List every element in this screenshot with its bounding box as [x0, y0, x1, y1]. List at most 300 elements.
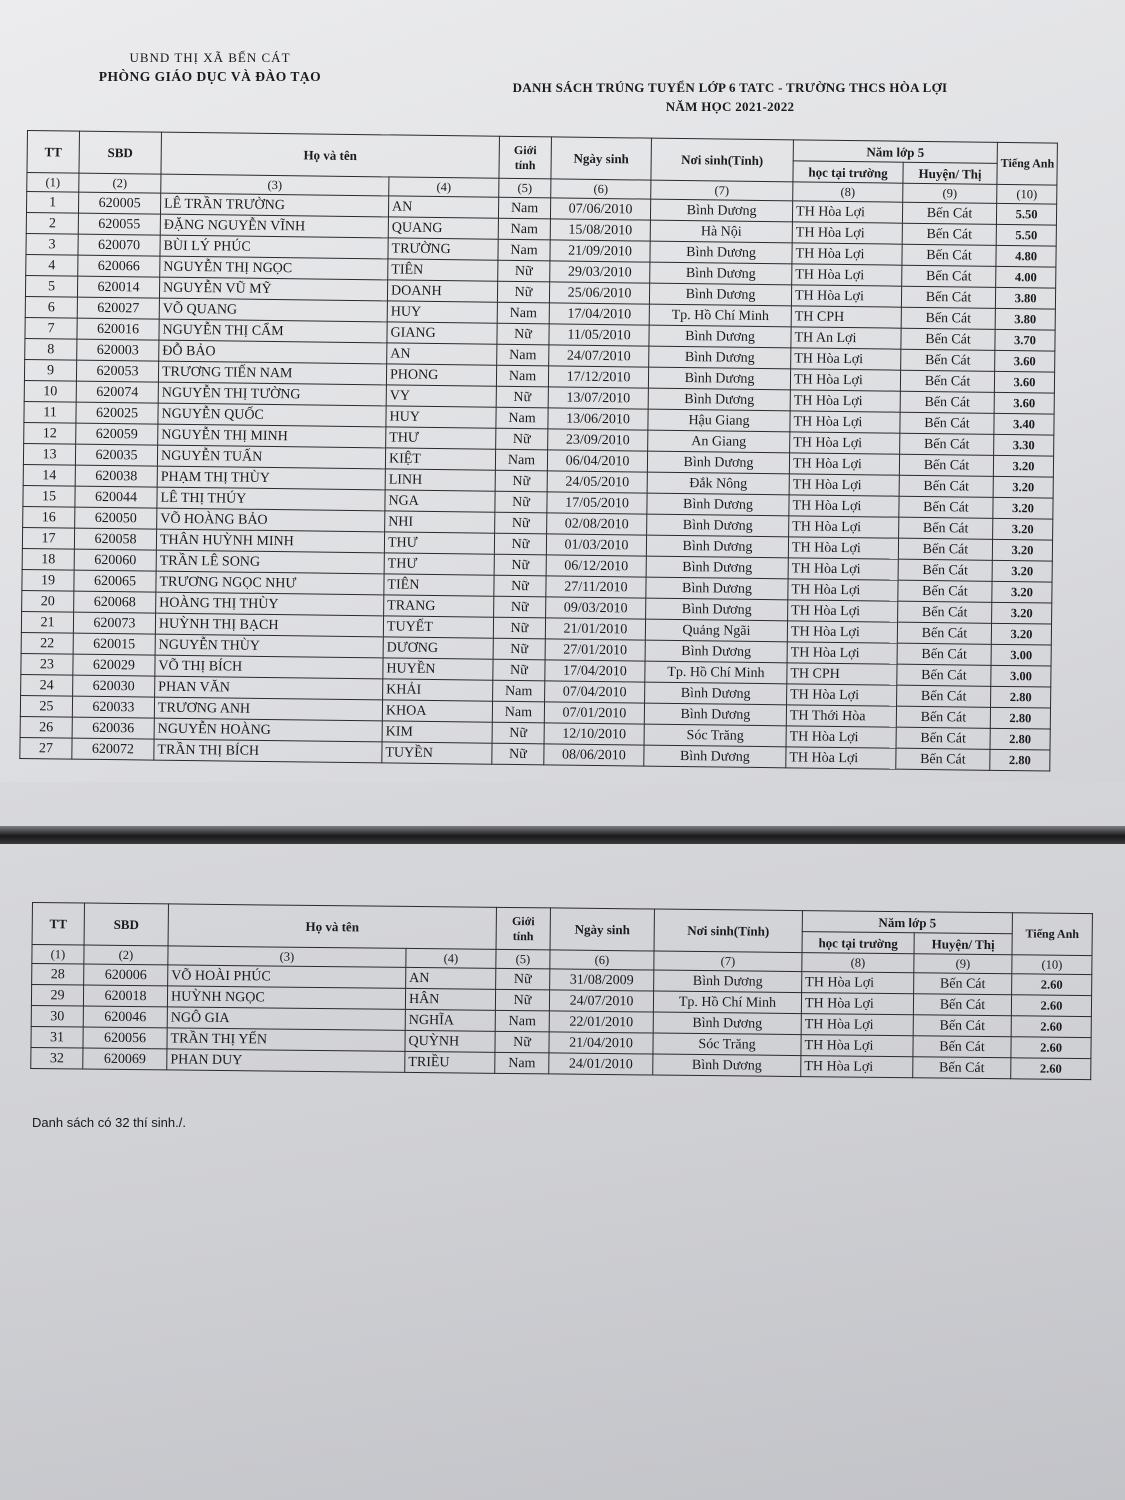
gender: Nữ	[493, 617, 545, 639]
col-grade5: Năm lớp 5	[802, 911, 1012, 934]
given-name: HUY	[386, 406, 496, 428]
col-dob: Ngày sinh	[551, 137, 652, 180]
surname-middle: TRẦN LÊ SONG	[156, 550, 384, 574]
gender: Nam	[497, 344, 549, 366]
english-score: 3.60	[995, 350, 1055, 372]
district: Bến Cát	[896, 748, 990, 770]
organization-header	[60, 48, 360, 86]
registration-number: 620068	[74, 591, 156, 613]
given-name: TUYỀN	[382, 742, 492, 764]
surname-middle: VÕ THỊ BÍCH	[155, 655, 383, 679]
birth-date: 21/09/2010	[550, 240, 650, 262]
birth-date: 06/04/2010	[547, 450, 647, 472]
english-score: 2.80	[990, 707, 1050, 729]
district: Bến Cát	[897, 622, 991, 644]
district: Bến Cát	[898, 538, 992, 560]
english-score: 3.00	[991, 665, 1051, 687]
birth-date: 24/07/2010	[549, 345, 649, 367]
birthplace: Bình Dương	[645, 640, 787, 663]
given-name: LINH	[385, 469, 495, 491]
birthplace: Bình Dương	[654, 970, 802, 993]
district: Bến Cát	[899, 475, 993, 497]
district: Bến Cát	[913, 1057, 1011, 1079]
row-number: 5	[25, 275, 77, 297]
birth-date: 07/04/2010	[545, 681, 645, 703]
birthplace: Bình Dương	[650, 241, 792, 264]
registration-number: 620038	[75, 465, 157, 487]
gender: Nữ	[498, 260, 550, 282]
registration-number: 620016	[77, 318, 159, 340]
english-score: 3.20	[993, 497, 1053, 519]
student-table-page-1	[19, 130, 1058, 772]
registration-number: 620025	[76, 402, 158, 424]
primary-school: TH Hòa Lợi	[790, 390, 900, 412]
document-title	[430, 78, 1030, 116]
district: Bến Cát	[900, 370, 994, 392]
surname-middle: PHẠM THỊ THÙY	[157, 466, 385, 490]
birthplace: Bình Dương	[649, 346, 791, 369]
given-name: PHONG	[386, 364, 496, 386]
birthplace: Bình Dương	[646, 535, 788, 558]
registration-number: 620070	[78, 234, 160, 256]
surname-middle: TRẦN THỊ YẾN	[167, 1028, 405, 1051]
surname-middle: PHAN DUY	[167, 1049, 405, 1072]
birthplace: Tp. Hồ Chí Minh	[649, 304, 791, 327]
birth-date: 29/03/2010	[550, 261, 650, 283]
row-number: 6	[25, 296, 77, 318]
table-body-page-1	[20, 192, 1057, 772]
gender: Nam	[498, 239, 550, 261]
english-score: 3.00	[991, 644, 1051, 666]
surname-middle: ĐỖ BẢO	[159, 340, 387, 364]
row-number: 17	[22, 527, 74, 549]
primary-school: TH Hòa Lợi	[790, 369, 900, 391]
birthplace: Bình Dương	[647, 514, 789, 537]
english-score: 5.50	[996, 224, 1056, 246]
given-name: HUY	[387, 301, 497, 323]
gender: Nữ	[494, 596, 546, 618]
surname-middle: TRƯƠNG NGỌC NHƯ	[156, 571, 384, 595]
registration-number: 620030	[73, 675, 155, 697]
district: Bến Cát	[897, 685, 991, 707]
org-line-2: PHÒNG GIÁO DỤC VÀ ĐÀO TẠO	[98, 69, 322, 84]
given-name: TRƯỜNG	[388, 238, 498, 260]
gender: Nữ	[495, 512, 547, 534]
primary-school: TH Hòa Lợi	[790, 432, 900, 454]
birthplace: Bình Dương	[647, 493, 789, 516]
list-count-note: Danh sách có 32 thí sinh./.	[32, 1115, 186, 1130]
birth-date: 24/07/2010	[549, 990, 653, 1012]
english-score: 3.40	[994, 413, 1054, 435]
gender: Nữ	[497, 323, 549, 345]
district: Bến Cát	[899, 496, 993, 518]
row-number: 21	[21, 611, 73, 633]
primary-school: TH Hòa Lợi	[789, 474, 899, 496]
surname-middle: LÊ TRẦN TRƯỜNG	[160, 193, 388, 217]
birthplace: Bình Dương	[649, 325, 791, 348]
birth-date: 27/11/2010	[546, 576, 646, 598]
given-name: VY	[386, 385, 496, 407]
birth-date: 17/05/2010	[547, 492, 647, 514]
given-name: THƯ	[386, 427, 496, 449]
surname-middle: ĐẶNG NGUYỄN VĨNH	[160, 214, 388, 238]
registration-number: 620053	[76, 360, 158, 382]
district: Bến Cát	[902, 265, 996, 287]
row-number: 10	[24, 380, 76, 402]
surname-middle: HUỲNH THỊ BẠCH	[155, 613, 383, 637]
given-name: TIÊN	[384, 574, 494, 596]
birth-date: 17/04/2010	[545, 660, 645, 682]
birth-date: 24/05/2010	[547, 471, 647, 493]
surname-middle: NGUYỄN THỊ TƯỜNG	[158, 382, 386, 406]
registration-number: 620006	[84, 964, 168, 986]
birth-date: 08/06/2010	[544, 744, 644, 766]
given-name: DOANH	[387, 280, 497, 302]
birth-date: 25/06/2010	[549, 282, 649, 304]
given-name: THƯ	[384, 553, 494, 575]
registration-number: 620033	[72, 696, 154, 718]
birth-date: 31/08/2009	[550, 969, 654, 991]
col-grade5: Năm lớp 5	[793, 140, 997, 163]
district: Bến Cát	[898, 601, 992, 623]
birthplace: Hậu Giang	[648, 409, 790, 432]
gender: Nữ	[494, 575, 546, 597]
row-number: 31	[31, 1026, 83, 1048]
registration-number: 620056	[83, 1027, 167, 1049]
surname-middle: TRẦN THỊ BÍCH	[154, 739, 382, 763]
given-name: AN	[387, 343, 497, 365]
given-name: TRANG	[384, 595, 494, 617]
birth-date: 15/08/2010	[550, 219, 650, 241]
row-number: 19	[22, 569, 74, 591]
registration-number: 620074	[76, 381, 158, 403]
birth-date: 06/12/2010	[546, 555, 646, 577]
district: Bến Cát	[901, 349, 995, 371]
registration-number: 620015	[73, 633, 155, 655]
student-table-page-2	[30, 902, 1093, 1080]
given-name: DƯƠNG	[383, 637, 493, 659]
english-score: 2.60	[1012, 974, 1092, 996]
birthplace: Sóc Trăng	[644, 724, 786, 747]
birth-date: 17/12/2010	[548, 366, 648, 388]
given-name: QUỲNH	[405, 1030, 495, 1052]
birthplace: Bình Dương	[644, 745, 786, 768]
english-score: 3.20	[991, 623, 1051, 645]
page-gap-shadow	[0, 826, 1125, 844]
birth-date: 27/01/2010	[545, 639, 645, 661]
english-score: 3.30	[994, 434, 1054, 456]
row-number: 8	[25, 338, 77, 360]
col-english: Tiếng Anh	[997, 142, 1058, 185]
english-score: 3.20	[992, 602, 1052, 624]
gender: Nam	[495, 1052, 549, 1074]
registration-number: 620073	[73, 612, 155, 634]
birthplace: Bình Dương	[646, 598, 788, 621]
given-name: THƯ	[384, 532, 494, 554]
district: Bến Cát	[914, 973, 1012, 995]
primary-school: TH Hòa Lợi	[787, 621, 897, 643]
surname-middle: NGUYỄN THỊ NGỌC	[160, 256, 388, 280]
row-number: 1	[26, 192, 78, 214]
birth-date: 07/06/2010	[550, 198, 650, 220]
given-name: TRIỀU	[405, 1051, 495, 1073]
registration-number: 620069	[83, 1048, 167, 1070]
gender: Nam	[492, 701, 544, 723]
birthplace: Bình Dương	[649, 283, 791, 306]
title-line-2: NĂM HỌC 2021-2022	[665, 99, 795, 114]
primary-school: TH Hòa Lợi	[786, 726, 896, 748]
gender: Nam	[495, 1010, 549, 1032]
gender: Nữ	[496, 968, 550, 990]
birth-date: 12/10/2010	[544, 723, 644, 745]
row-number: 11	[24, 401, 76, 423]
english-score: 5.50	[996, 203, 1056, 225]
registration-number: 620035	[75, 444, 157, 466]
english-score: 2.80	[991, 686, 1051, 708]
gender: Nữ	[492, 743, 544, 765]
gender: Nữ	[495, 470, 547, 492]
column-number-row: (1) (2) (3) (4) (5) (6) (7) (8) (9) (10)	[27, 173, 1057, 205]
birthplace: Đắk Nông	[647, 472, 789, 495]
primary-school: TH Hòa Lợi	[787, 642, 897, 664]
col-name: Họ và tên	[161, 132, 500, 178]
gender: Nữ	[493, 638, 545, 660]
district: Bến Cát	[901, 286, 995, 308]
given-name: KHOA	[382, 700, 492, 722]
row-number: 2	[26, 212, 78, 234]
surname-middle: NGUYỄN QUỐC	[158, 403, 386, 427]
primary-school: TH Hòa Lợi	[790, 411, 900, 433]
district: Bến Cát	[901, 328, 995, 350]
surname-middle: NGUYỄN TUẤN	[157, 445, 385, 469]
col-school: học tại trường	[793, 161, 903, 183]
col-name: Họ và tên	[168, 904, 496, 949]
primary-school: TH Hòa Lợi	[791, 285, 901, 307]
row-number: 22	[21, 632, 73, 654]
english-score: 3.60	[994, 392, 1054, 414]
surname-middle: THÂN HUỲNH MINH	[156, 529, 384, 553]
gender: Nữ	[496, 386, 548, 408]
gender: Nữ	[497, 281, 549, 303]
registration-number: 620046	[83, 1006, 167, 1028]
primary-school: TH Hòa Lợi	[801, 993, 913, 1015]
english-score: 2.60	[1011, 1058, 1091, 1080]
gender: Nam	[497, 302, 549, 324]
given-name: NGA	[385, 490, 495, 512]
english-score: 3.20	[993, 476, 1053, 498]
surname-middle: VÕ HOÀNG BẢO	[157, 508, 385, 532]
birthplace: Bình Dương	[650, 199, 792, 222]
english-score: 3.70	[995, 329, 1055, 351]
english-score: 3.80	[995, 287, 1055, 309]
primary-school: TH Hòa Lợi	[792, 243, 902, 265]
given-name: NGHĨA	[405, 1009, 495, 1031]
district: Bến Cát	[896, 727, 990, 749]
given-name: QUANG	[388, 217, 498, 239]
english-score: 3.60	[994, 371, 1054, 393]
row-number: 25	[20, 695, 72, 717]
row-number: 32	[31, 1047, 83, 1069]
primary-school: TH An Lợi	[791, 327, 901, 349]
birthplace: Tp. Hồ Chí Minh	[645, 661, 787, 684]
registration-number: 620058	[74, 528, 156, 550]
primary-school: TH Hòa Lợi	[802, 972, 914, 994]
surname-middle: LÊ THỊ THÚY	[157, 487, 385, 511]
english-score: 3.20	[993, 518, 1053, 540]
english-score: 3.20	[992, 539, 1052, 561]
surname-middle: TRƯƠNG ANH	[154, 697, 382, 721]
birth-date: 24/01/2010	[549, 1053, 653, 1075]
district: Bến Cát	[900, 412, 994, 434]
birth-date: 21/01/2010	[545, 618, 645, 640]
surname-middle: NGÔ GIA	[167, 1007, 405, 1030]
birthplace: Bình Dương	[645, 682, 787, 705]
primary-school: TH Hòa Lợi	[801, 1035, 913, 1057]
table-body-page-2	[31, 964, 1092, 1080]
given-name: KHẢI	[383, 679, 493, 701]
col-sbd: SBD	[84, 903, 168, 946]
district: Bến Cát	[896, 706, 990, 728]
primary-school: TH Hòa Lợi	[789, 516, 899, 538]
primary-school: TH Hòa Lợi	[788, 579, 898, 601]
col-gender: Giới tính	[496, 907, 550, 950]
district: Bến Cát	[898, 559, 992, 581]
primary-school: TH Hòa Lợi	[801, 1056, 913, 1078]
birthplace: Quảng Ngãi	[645, 619, 787, 642]
english-score: 4.80	[996, 245, 1056, 267]
english-score: 3.20	[992, 560, 1052, 582]
gender: Nam	[498, 218, 550, 240]
english-score: 3.80	[995, 308, 1055, 330]
birth-date: 13/07/2010	[548, 387, 648, 409]
col-tt: TT	[32, 903, 84, 946]
row-number: 27	[20, 737, 72, 759]
primary-school: TH Hòa Lợi	[788, 558, 898, 580]
birth-date: 11/05/2010	[549, 324, 649, 346]
registration-number: 620066	[78, 255, 160, 277]
row-number: 9	[24, 359, 76, 381]
given-name: TUYẾT	[383, 616, 493, 638]
row-number: 16	[23, 506, 75, 528]
primary-school: TH Hòa Lợi	[788, 537, 898, 559]
registration-number: 620050	[75, 507, 157, 529]
given-name: KIM	[382, 721, 492, 743]
primary-school: TH Hòa Lợi	[789, 495, 899, 517]
gender: Nữ	[494, 533, 546, 555]
row-number: 29	[31, 985, 83, 1007]
english-score: 3.20	[993, 455, 1053, 477]
row-number: 7	[25, 317, 77, 339]
district: Bến Cát	[902, 202, 996, 224]
birth-date: 07/01/2010	[544, 702, 644, 724]
surname-middle: TRƯƠNG TIẾN NAM	[158, 361, 386, 385]
row-number: 20	[22, 590, 74, 612]
registration-number: 620003	[77, 339, 159, 361]
registration-number: 620060	[74, 549, 156, 571]
registration-number: 620014	[77, 276, 159, 298]
district: Bến Cát	[897, 664, 991, 686]
surname-middle: VÕ HOÀI PHÚC	[168, 965, 406, 988]
gender: Nữ	[495, 989, 549, 1011]
primary-school: TH Hòa Lợi	[792, 222, 902, 244]
row-number: 30	[31, 1005, 83, 1027]
col-sbd: SBD	[79, 131, 162, 174]
gender: Nữ	[492, 722, 544, 744]
english-score: 3.20	[992, 581, 1052, 603]
col-district: Huyện/ Thị	[903, 162, 997, 184]
row-number: 18	[22, 548, 74, 570]
english-score: 2.80	[990, 749, 1050, 771]
district: Bến Cát	[900, 391, 994, 413]
birthplace: Bình Dương	[653, 1054, 801, 1077]
birthplace: Tp. Hồ Chí Minh	[653, 991, 801, 1014]
birth-date: 17/04/2010	[549, 303, 649, 325]
title-line-1: DANH SÁCH TRÚNG TUYỂN LỚP 6 TATC - TRƯỜNG THCS HÒA LỢI	[512, 80, 948, 95]
english-score: 2.60	[1011, 1016, 1091, 1038]
birthplace: Bình Dương	[648, 367, 790, 390]
birth-date: 01/03/2010	[546, 534, 646, 556]
primary-school: TH Hòa Lợi	[801, 1014, 913, 1036]
primary-school: TH CPH	[791, 306, 901, 328]
gender: Nữ	[495, 1031, 549, 1053]
birthplace: An Giang	[648, 430, 790, 453]
gender: Nữ	[493, 659, 545, 681]
registration-number: 620059	[76, 423, 158, 445]
given-name: GIANG	[387, 322, 497, 344]
primary-school: TH Thới Hòa	[786, 705, 896, 727]
surname-middle: NGUYỄN THỊ MINH	[158, 424, 386, 448]
given-name: AN	[406, 967, 496, 989]
surname-middle: VÕ QUANG	[159, 298, 387, 322]
registration-number: 620018	[83, 985, 167, 1007]
district: Bến Cát	[900, 433, 994, 455]
gender: Nữ	[496, 428, 548, 450]
surname-middle: NGUYỄN VŨ MỸ	[159, 277, 387, 301]
primary-school: TH CPH	[787, 663, 897, 685]
row-number: 3	[26, 233, 78, 255]
birthplace: Hà Nội	[650, 220, 792, 243]
district: Bến Cát	[901, 307, 995, 329]
row-number: 15	[23, 485, 75, 507]
col-dob: Ngày sinh	[550, 908, 654, 951]
page-sheet-2	[0, 782, 1125, 1500]
district: Bến Cát	[913, 1015, 1011, 1037]
birth-date: 21/04/2010	[549, 1032, 653, 1054]
row-number: 4	[26, 254, 78, 276]
given-name: KIỆT	[385, 448, 495, 470]
primary-school: TH Hòa Lợi	[792, 264, 902, 286]
col-tt: TT	[27, 131, 80, 174]
birthplace: Bình Dương	[646, 556, 788, 579]
col-school: học tại trường	[802, 932, 914, 954]
col-birthplace: Nơi sinh(Tỉnh)	[654, 909, 802, 953]
district: Bến Cát	[902, 223, 996, 245]
registration-number: 620005	[78, 192, 160, 214]
col-gender: Giới tính	[499, 136, 552, 179]
given-name: HÂN	[405, 988, 495, 1010]
english-score: 2.80	[990, 728, 1050, 750]
district: Bến Cát	[899, 517, 993, 539]
registration-number: 620029	[73, 654, 155, 676]
row-number: 24	[21, 674, 73, 696]
birthplace: Bình Dương	[650, 262, 792, 285]
english-score: 4.00	[996, 266, 1056, 288]
birth-date: 22/01/2010	[549, 1011, 653, 1033]
row-number: 28	[32, 964, 84, 986]
district: Bến Cát	[899, 454, 993, 476]
row-number: 26	[20, 716, 72, 738]
birth-date: 02/08/2010	[547, 513, 647, 535]
